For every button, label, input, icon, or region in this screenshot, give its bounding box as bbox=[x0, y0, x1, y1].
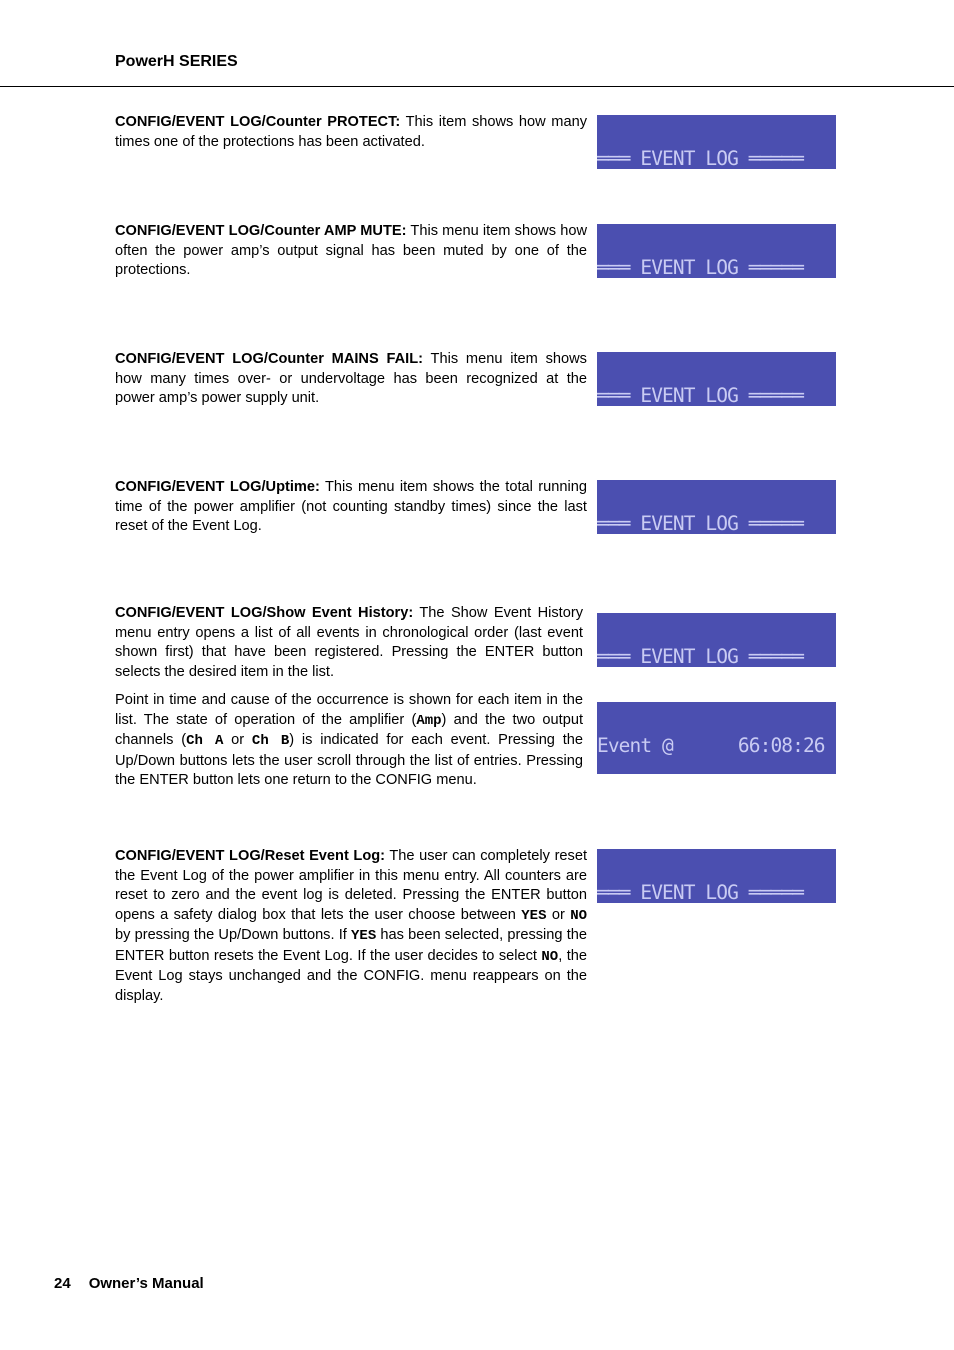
code-ch-b: Ch B bbox=[251, 733, 290, 749]
section-heading: CONFIG/EVENT LOG/Reset Event Log: bbox=[115, 848, 386, 864]
code-yes: YES bbox=[351, 928, 377, 944]
lcd-title: EVENT LOG bbox=[640, 256, 738, 278]
lcd-title: EVENT LOG bbox=[640, 645, 738, 667]
section-counter-amp-mute bbox=[115, 222, 587, 281]
section-event-detail bbox=[115, 691, 583, 791]
lcd-title-row: ═══ EVENT LOG ═════ bbox=[597, 645, 803, 667]
section-body: The Show Event History menu entry opens a list of all events in chronological order (last event shown first) that have been registered. Pressing the ENTER button selects the desired item in the list. bbox=[115, 605, 584, 680]
code-no: NO bbox=[570, 907, 588, 924]
section-body: This menu item shows how often the power amp’s output signal has been muted by one of the protections. bbox=[115, 223, 587, 278]
header-rule bbox=[0, 86, 954, 87]
lcd-title: EVENT LOG bbox=[640, 512, 738, 534]
section-body: This menu item shows the total running time of the power amplifier (not counting standby times) since the last reset of the Event Log. bbox=[115, 479, 587, 534]
section-body: This menu item shows how many times over- or undervoltage has been recognized at the power amp’s power supply unit. bbox=[115, 351, 587, 406]
lcd-display bbox=[597, 702, 836, 774]
body-text: or bbox=[223, 732, 252, 748]
section-counter-mains-fail bbox=[115, 350, 587, 409]
section-heading: CONFIG/EVENT LOG/Uptime: bbox=[115, 479, 320, 495]
body-text: has been selected, pressing the ENTER button resets the Event Log. If the user decides to select bbox=[115, 927, 587, 964]
code-amp: Amp bbox=[416, 712, 442, 729]
running-header: PowerH SERIES bbox=[115, 53, 238, 70]
lcd-title-row: ═══ EVENT LOG ═════ bbox=[597, 384, 803, 406]
section-heading: CONFIG/EVENT LOG/Show Event History: bbox=[115, 605, 414, 621]
lcd-display bbox=[597, 352, 836, 406]
body-text: The user can completely reset the Event Log of the power amplifier in this menu entry. All counters are reset to zero and the event log is deleted. Pressing the ENTER button opens a safety dialog box that lets the user choose between bbox=[115, 848, 588, 923]
lcd-title-row: ═══ EVENT LOG ═════ bbox=[597, 147, 803, 169]
lcd-title-row: ═══ EVENT LOG ═════ bbox=[597, 881, 803, 903]
section-uptime bbox=[115, 478, 587, 537]
lcd-title-row: ═══ EVENT LOG ═════ bbox=[597, 256, 803, 278]
lcd-line: Event @ 66:08:26 bbox=[597, 734, 825, 757]
page-footer bbox=[54, 1275, 204, 1292]
body-text: or bbox=[546, 906, 571, 923]
section-reset-event-log bbox=[115, 847, 587, 1006]
code-yes: YES bbox=[521, 907, 547, 924]
section-heading: CONFIG/EVENT LOG/Counter PROTECT: bbox=[115, 114, 401, 130]
section-heading: CONFIG/EVENT LOG/Counter AMP MUTE: bbox=[115, 223, 407, 239]
lcd-title: EVENT LOG bbox=[640, 384, 738, 406]
body-text: ) and the two output channels ( bbox=[115, 711, 584, 748]
section-body: This item shows how many times one of the protections has been activated. bbox=[115, 114, 587, 150]
lcd-display bbox=[597, 849, 836, 903]
lcd-title: EVENT LOG bbox=[640, 881, 738, 903]
section-heading: CONFIG/EVENT LOG/Counter MAINS FAIL: bbox=[115, 351, 423, 367]
section-show-event-history bbox=[115, 604, 583, 682]
section-counter-protect bbox=[115, 113, 587, 152]
code-ch-a: Ch A bbox=[186, 733, 224, 749]
body-text: Point in time and cause of the occurrence is shown for each item in the list. The state of operation of the amplifier ( bbox=[115, 692, 583, 728]
page-number: 24 bbox=[54, 1275, 71, 1292]
body-text: ) is indicated for each event. Pressing the Up/Down buttons lets the user scroll through the list of entries. Pressing the ENTER button lets one return to the CONFIG menu. bbox=[115, 732, 583, 788]
body-text: , the Event Log stays unchanged and the CONFIG. menu reappears on the display. bbox=[115, 947, 587, 1004]
lcd-display bbox=[597, 224, 836, 278]
lcd-title-row: ═══ EVENT LOG ═════ bbox=[597, 512, 803, 534]
lcd-display bbox=[597, 613, 836, 667]
code-no: NO bbox=[541, 948, 559, 965]
lcd-title: EVENT LOG bbox=[640, 147, 738, 169]
body-text: by pressing the Up/Down buttons. If bbox=[115, 927, 352, 943]
lcd-display bbox=[597, 480, 836, 534]
footer-label: Owner’s Manual bbox=[88, 1275, 204, 1292]
lcd-display bbox=[597, 115, 836, 169]
